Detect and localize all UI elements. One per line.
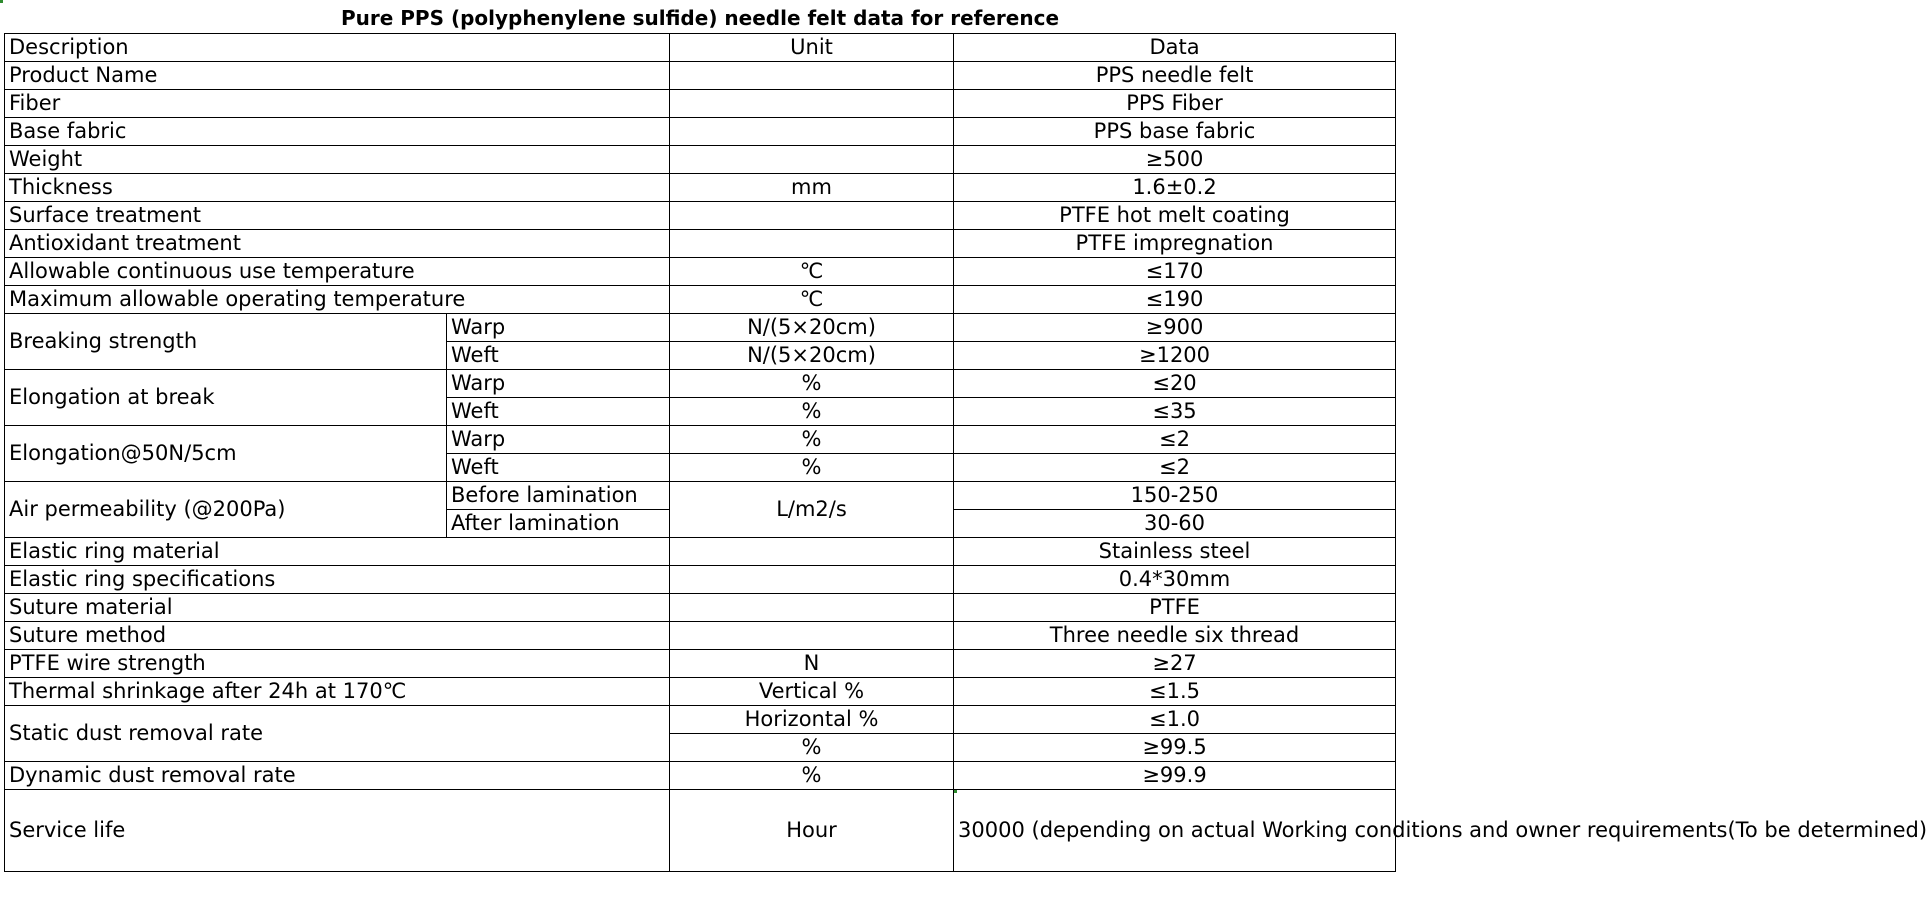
row-data: ≤2 (954, 426, 1396, 454)
table-row (5, 62, 1396, 90)
row-desc: Dynamic dust removal rate (5, 762, 670, 790)
table-row (5, 622, 1396, 650)
row-data: PPS base fabric (954, 118, 1396, 146)
row-unit: % (670, 762, 954, 790)
row-desc: Elongation@50N/5cm (5, 426, 447, 482)
row-data: 30000 (depending on actual Working conditions and owner requirements(To be determined) (958, 818, 1927, 842)
row-unit: mm (670, 174, 954, 202)
table-row (5, 790, 1396, 872)
row-desc: Suture method (5, 622, 670, 650)
row-unit (670, 622, 954, 650)
spec-table (4, 33, 1927, 872)
table-row (5, 146, 1396, 174)
row-desc: Air permeability (@200Pa) (5, 482, 447, 538)
row-data: ≤2 (954, 454, 1396, 482)
row-desc: Fiber (5, 90, 670, 118)
row-desc: Weight (5, 146, 670, 174)
row-data: Three needle six thread (954, 622, 1396, 650)
table-row (5, 678, 1396, 706)
row-data: ≥900 (954, 314, 1396, 342)
row-unit (670, 118, 954, 146)
row-unit (670, 62, 954, 90)
row-data: ≥27 (954, 650, 1396, 678)
row-sub-label: Weft (447, 342, 670, 370)
row-unit: L/m2/s (670, 482, 954, 538)
table-row (5, 314, 1396, 342)
row-unit: % (670, 426, 954, 454)
table-row (5, 538, 1396, 566)
row-sub-label: Warp (447, 370, 670, 398)
row-data: ≥1200 (954, 342, 1396, 370)
row-data: 150-250 (954, 482, 1396, 510)
header-description: Description (5, 34, 670, 62)
row-desc: Thermal shrinkage after 24h at 170℃ (5, 678, 670, 706)
row-data: PTFE hot melt coating (954, 202, 1396, 230)
header-data: Data (954, 34, 1396, 62)
row-desc: Thickness (5, 174, 670, 202)
row-data: 0.4*30mm (954, 566, 1396, 594)
table-row (5, 482, 1396, 510)
table-row (5, 90, 1396, 118)
row-unit: % (670, 370, 954, 398)
row-data: ≤35 (954, 398, 1396, 426)
row-unit: % (670, 398, 954, 426)
row-unit (670, 146, 954, 174)
page-title: Pure PPS (polyphenylene sulfide) needle felt data for reference (340, 6, 1060, 30)
row-data: ≤1.5 (954, 678, 1396, 706)
row-data: ≥500 (954, 146, 1396, 174)
row-sub-label: Warp (447, 314, 670, 342)
corner-mark (0, 0, 3, 3)
row-desc: Elongation at break (5, 370, 447, 426)
row-desc: Surface treatment (5, 202, 670, 230)
row-unit: N/(5×20cm) (670, 342, 954, 370)
row-data: PTFE impregnation (954, 230, 1396, 258)
row-sub-label: Before lamination (447, 482, 670, 510)
row-unit: % (670, 454, 954, 482)
table-row (5, 286, 1396, 314)
row-sub-label: Weft (447, 398, 670, 426)
row-unit: Horizontal % (670, 706, 954, 734)
table-row (5, 370, 1396, 398)
row-unit (670, 202, 954, 230)
row-desc: Breaking strength (5, 314, 447, 370)
table-row (5, 230, 1396, 258)
table-row (5, 594, 1396, 622)
row-desc: Product Name (5, 62, 670, 90)
row-data: ≤20 (954, 370, 1396, 398)
row-desc: Allowable continuous use temperature (5, 258, 670, 286)
row-data: ≥99.5 (954, 734, 1396, 762)
row-unit: Vertical % (670, 678, 954, 706)
row-desc: Suture material (5, 594, 670, 622)
row-unit (670, 538, 954, 566)
row-data: ≤190 (954, 286, 1396, 314)
row-desc: Base fabric (5, 118, 670, 146)
row-data-cell (954, 790, 1927, 872)
table-row (5, 650, 1396, 678)
row-desc: Elastic ring material (5, 538, 670, 566)
table-row (5, 202, 1396, 230)
table-row (5, 566, 1396, 594)
row-desc: Static dust removal rate (5, 706, 670, 762)
row-unit (670, 90, 954, 118)
row-desc: Antioxidant treatment (5, 230, 670, 258)
row-data: ≥99.9 (954, 762, 1396, 790)
row-unit: Hour (670, 790, 954, 872)
table-header-row (5, 34, 1396, 62)
row-sub-label: Weft (447, 454, 670, 482)
table-row (5, 258, 1396, 286)
row-unit (670, 230, 954, 258)
table-row (5, 174, 1396, 202)
header-unit: Unit (670, 34, 954, 62)
row-data: PTFE (954, 594, 1396, 622)
row-unit: N/(5×20cm) (670, 314, 954, 342)
row-sub-label: After lamination (447, 510, 670, 538)
row-unit (670, 566, 954, 594)
row-unit (670, 594, 954, 622)
row-data: PPS needle felt (954, 62, 1396, 90)
row-unit: ℃ (670, 258, 954, 286)
table-row (5, 762, 1396, 790)
row-sub-label: Warp (447, 426, 670, 454)
row-unit: % (670, 734, 954, 762)
row-desc: PTFE wire strength (5, 650, 670, 678)
row-data: ≤170 (954, 258, 1396, 286)
row-desc: Maximum allowable operating temperature (5, 286, 670, 314)
row-unit: ℃ (670, 286, 954, 314)
row-unit: N (670, 650, 954, 678)
row-data: ≤1.0 (954, 706, 1396, 734)
row-data: PPS Fiber (954, 90, 1396, 118)
row-data: 30-60 (954, 510, 1396, 538)
row-desc: Service life (5, 790, 670, 872)
table-row (5, 426, 1396, 454)
row-data: 1.6±0.2 (954, 174, 1396, 202)
row-data: Stainless steel (954, 538, 1396, 566)
cell-corner-mark (954, 790, 957, 793)
row-desc: Elastic ring specifications (5, 566, 670, 594)
table-row (5, 118, 1396, 146)
table-row (5, 706, 1396, 734)
